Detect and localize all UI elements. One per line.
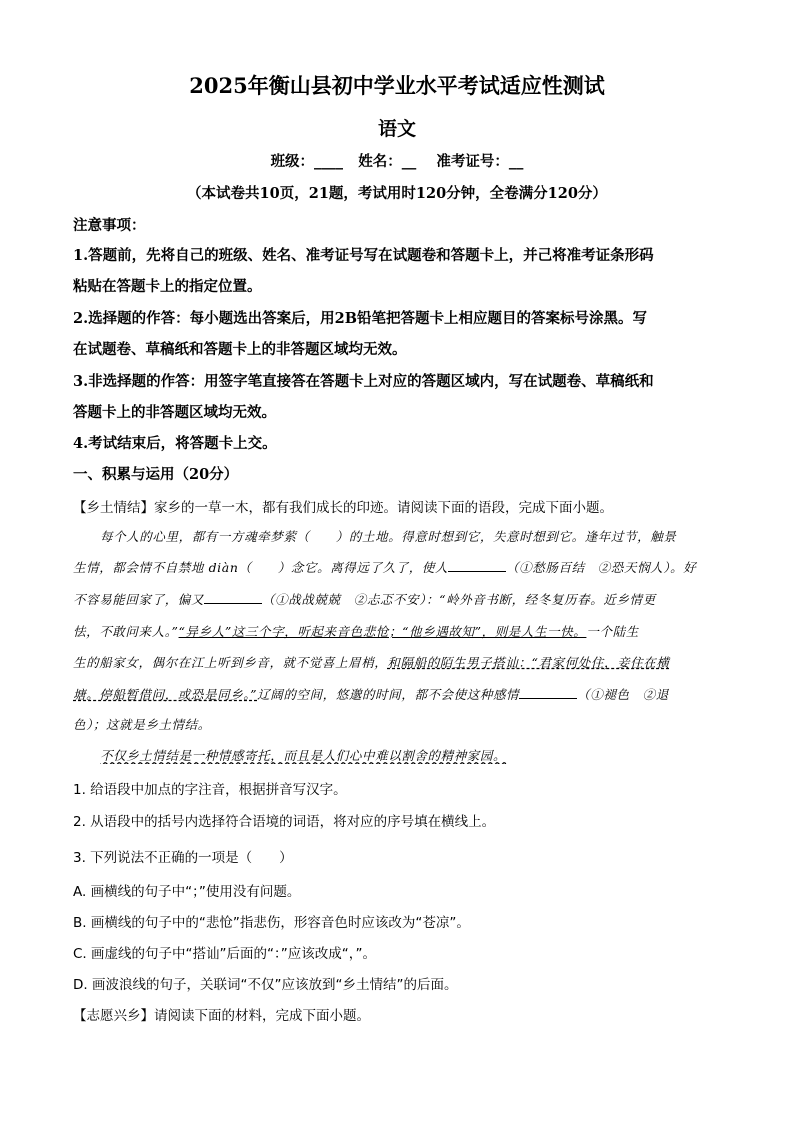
- passage-text: （①战战兢兢 ②忐忑不安）：“岭外音书断，经冬复历春。近乡情更: [262, 592, 656, 607]
- instruction-1-line2: 粘贴在答题卡上的指定位置。: [73, 278, 262, 295]
- passage-line-2: [73, 558, 723, 576]
- passage-text: （①愁肠百结 ②恐天悯人）。好: [506, 560, 697, 575]
- passage-line-7: 色）；这就是乡土情结。: [73, 717, 211, 732]
- question-3: 3. 下列说法不正确的一项是（ ）: [73, 850, 293, 866]
- next-section-intro: [73, 1004, 723, 1024]
- dashed-sentence: 塘。停船暂借问，或恐是同乡。”: [73, 687, 258, 702]
- passage-line-4: [73, 622, 723, 640]
- name-label: 姓名：__: [358, 153, 417, 170]
- answer-blank: [448, 559, 506, 572]
- class-label: 班级：____: [270, 153, 344, 170]
- question-2: 2. 从语段中的括号内选择符合语境的词语，将对应的序号填在横线上。: [73, 814, 496, 830]
- passage-line-5: [73, 653, 723, 671]
- passage-line-8: [100, 746, 723, 764]
- passage-text: 一个陆生: [586, 624, 639, 639]
- exam-note: （本试卷共10页，21题，考试用时120分钟，全卷满分120分）: [187, 185, 607, 202]
- instruction-3-line2: 答题卡上的非答题区域均无效。: [73, 404, 276, 421]
- next-tag: 【志愿兴乡】: [73, 1008, 154, 1024]
- intro-text: 家乡的一草一木，都有我们成长的印迹。请阅读下面的语段，完成下面小题。: [154, 500, 613, 516]
- option-c: C. 画虚线的句子中“搭讪”后面的“：”应该改成“，”。: [73, 946, 376, 962]
- student-info-row: [0, 150, 794, 171]
- passage-text: 怯，不敢问来人。”: [73, 624, 179, 639]
- instruction-3-line1: 3.非选择题的作答：用签字笔直接答在答题卡上对应的答题区域内，写在试题卷、草稿纸和: [73, 373, 654, 390]
- instruction-2-line1: 2.选择题的作答：每小题选出答案后，用2B铅笔把答题卡上相应题目的答案标号涂黑。写: [73, 310, 647, 327]
- subject-title: 语文: [377, 118, 416, 140]
- section-intro: [73, 496, 723, 516]
- passage-text: 不容易能回家了，偏又: [73, 592, 205, 607]
- section-heading: 一、积累与运用（20分）: [73, 466, 239, 483]
- answer-blank: [519, 686, 577, 699]
- exam-title: 2025年衡山县初中学业水平考试适应性测试: [189, 73, 605, 98]
- instruction-4: 4.考试结束后，将答题卡上交。: [73, 435, 277, 452]
- passage-text: 生情，都会情不自禁地 diàn（ ）念它。离得远了久了，使人: [73, 560, 449, 575]
- passage-line-1: 每个人的心里，都有一方魂牵梦萦（ ）的土地。得意时想到它，失意时想到它。逢年过节，触景: [100, 529, 677, 544]
- question-1: 1. 给语段中加点的字注音，根据拼音写汉字。: [73, 782, 347, 798]
- option-d: D. 画波浪线的句子，关联词“不仅”应该放到“乡土情结”的后面。: [73, 977, 458, 993]
- dashed-sentence: 和隔船的陌生男子搭讪：“君家何处住，妾住在横: [387, 655, 670, 670]
- exam-number-label: 准考证号：__: [436, 153, 524, 170]
- option-b: B. 画横线的句子中的“悲怆”指悲伤，形容音色时应该改为“苍凉”。: [73, 915, 470, 931]
- option-a: A. 画横线的句子中“；”使用没有问题。: [73, 884, 301, 900]
- passage-text: （①褪色 ②退: [577, 687, 669, 702]
- intro-tag: 【乡土情结】: [73, 500, 154, 516]
- next-text: 请阅读下面的材料，完成下面小题。: [154, 1008, 370, 1024]
- passage-text: 辽阔的空间，悠邈的时间，都不会使这种感情: [257, 687, 520, 702]
- passage-line-3: [73, 590, 723, 608]
- instruction-1-line1: 1.答题前，先将自己的班级、姓名、准考证号写在试题卷和答题卡上，并己将准考证条形码: [73, 247, 654, 264]
- passage-text: 生的船家女，偶尔在江上听到乡音，就不觉喜上眉梢，: [73, 655, 388, 670]
- passage-line-6: [73, 685, 723, 703]
- instructions-heading: 注意事项：: [73, 217, 146, 234]
- instruction-2-line2: 在试题卷、草稿纸和答题卡上的非答题区域均无效。: [73, 341, 407, 358]
- answer-blank: [204, 591, 262, 604]
- underlined-sentence: “异乡人”这三个字，听起来音色悲怆；“他乡遇故知”，则是人生一快。: [178, 624, 587, 639]
- wavy-sentence: 不仅乡土情结是一种情感寄托，而且是人们心中难以割舍的精神家园。: [100, 748, 507, 763]
